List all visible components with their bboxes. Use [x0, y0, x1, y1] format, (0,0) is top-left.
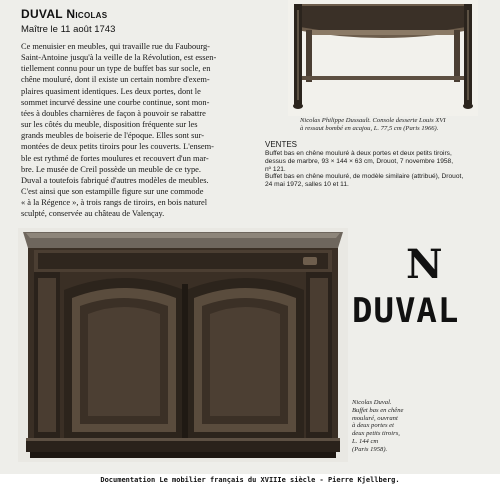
buffet-caption-line: deux petits tiroirs,	[352, 430, 400, 438]
biography-line: sommet incurvé dessine une courbe continue, sont mon-	[21, 97, 210, 107]
biography-line: ble est rythmé de fortes moulures et recouvert d'un mar-	[21, 153, 209, 163]
console-photo	[288, 0, 478, 116]
duval-stamp	[350, 240, 500, 330]
credit-line: Documentation Le mobilier français du XVIIIe siècle - Pierre Kjellberg.	[100, 476, 400, 484]
sales-section	[265, 140, 497, 189]
biography-line: Saint-Antoine jusqu'à la veille de la Révolution, est essen-	[21, 53, 217, 63]
buffet-caption-line: Buffet bas en chêne	[352, 406, 404, 414]
biography-line: Ce menuisier en meubles, qui travaille rue du Faubourg-	[21, 42, 210, 51]
buffet-caption-line: Nicolas Duval.	[352, 399, 392, 406]
maker-surname: DUVAL	[21, 7, 63, 21]
buffet-caption-line: (Paris 1958).	[352, 445, 388, 453]
biography-line: « à la Régence », à trois rangs de tiroirs, en bois naturel	[21, 198, 208, 208]
buffet-caption-line: mouluré, ouvrant	[352, 414, 398, 422]
biography-line: sur les côtés du meuble, disposition fréquente sur les	[21, 120, 198, 130]
biography-line: bre. Le musée de Creil possède un meuble de ce type.	[21, 164, 201, 174]
sales-line: Buffet bas en chêne mouluré, de modèle similaire (attribué), Drouot,	[265, 173, 464, 181]
console-caption-line: à ressaut bombé en acajou, L. 77,5 cm (Paris 1966).	[300, 124, 439, 132]
sales-line: nº 121.	[265, 165, 286, 173]
sales-line: 24 mai 1972, salles 10 et 11.	[265, 181, 349, 189]
biography-line: tées à doubles charnières de façon à pouvoir se rabattre	[21, 108, 206, 118]
console-caption	[300, 117, 495, 133]
biography-text	[21, 41, 261, 220]
biography-line: sculpté, conservée au château de Valençay.	[21, 209, 165, 219]
buffet-photo	[18, 228, 348, 462]
sales-title: VENTES	[265, 140, 298, 149]
biography-line: plaires quasiment identiques. Les deux portes, dont le	[21, 86, 201, 96]
maker-first-name: Nicolas	[66, 7, 108, 21]
sales-line: Buffet bas en chêne mouluré à deux portes et deux petits tiroirs,	[265, 150, 452, 157]
biography-line: grands meubles de boiserie de l'époque. Elles sont sur-	[21, 131, 204, 141]
biography-line: C'est ainsi que son estampille figure sur une commode	[21, 187, 204, 197]
sales-line: dessus de marbre, 93 × 144 × 63 cm, Drouot, 7 novembre 1958,	[265, 157, 454, 165]
stamp-letter: N	[406, 241, 443, 288]
entry-heading	[21, 7, 107, 21]
buffet-caption	[352, 399, 492, 454]
biography-line: tiellement connu pour un type de buffet bas sur socle, en	[21, 64, 211, 74]
biography-line: montées de deux petits tiroirs pour les couverts. L'ensem-	[21, 142, 214, 152]
biography-line: chêne mouluré, dont il existe un certain nombre d'exem-	[21, 75, 210, 85]
buffet-caption-line: à deux portes et	[352, 422, 394, 430]
console-caption-line: Nicolas Philippe Dussault. Console desserte Louis XVI	[300, 117, 446, 124]
master-date: Maître le 11 août 1743	[21, 24, 116, 35]
stamp-name: DUVAL	[352, 291, 460, 330]
sales-list	[265, 150, 497, 189]
biography-line: Duval a toutefois fabriqué d'autres modèles de meubles.	[21, 175, 209, 185]
buffet-caption-line: L. 144 cm	[352, 437, 379, 445]
